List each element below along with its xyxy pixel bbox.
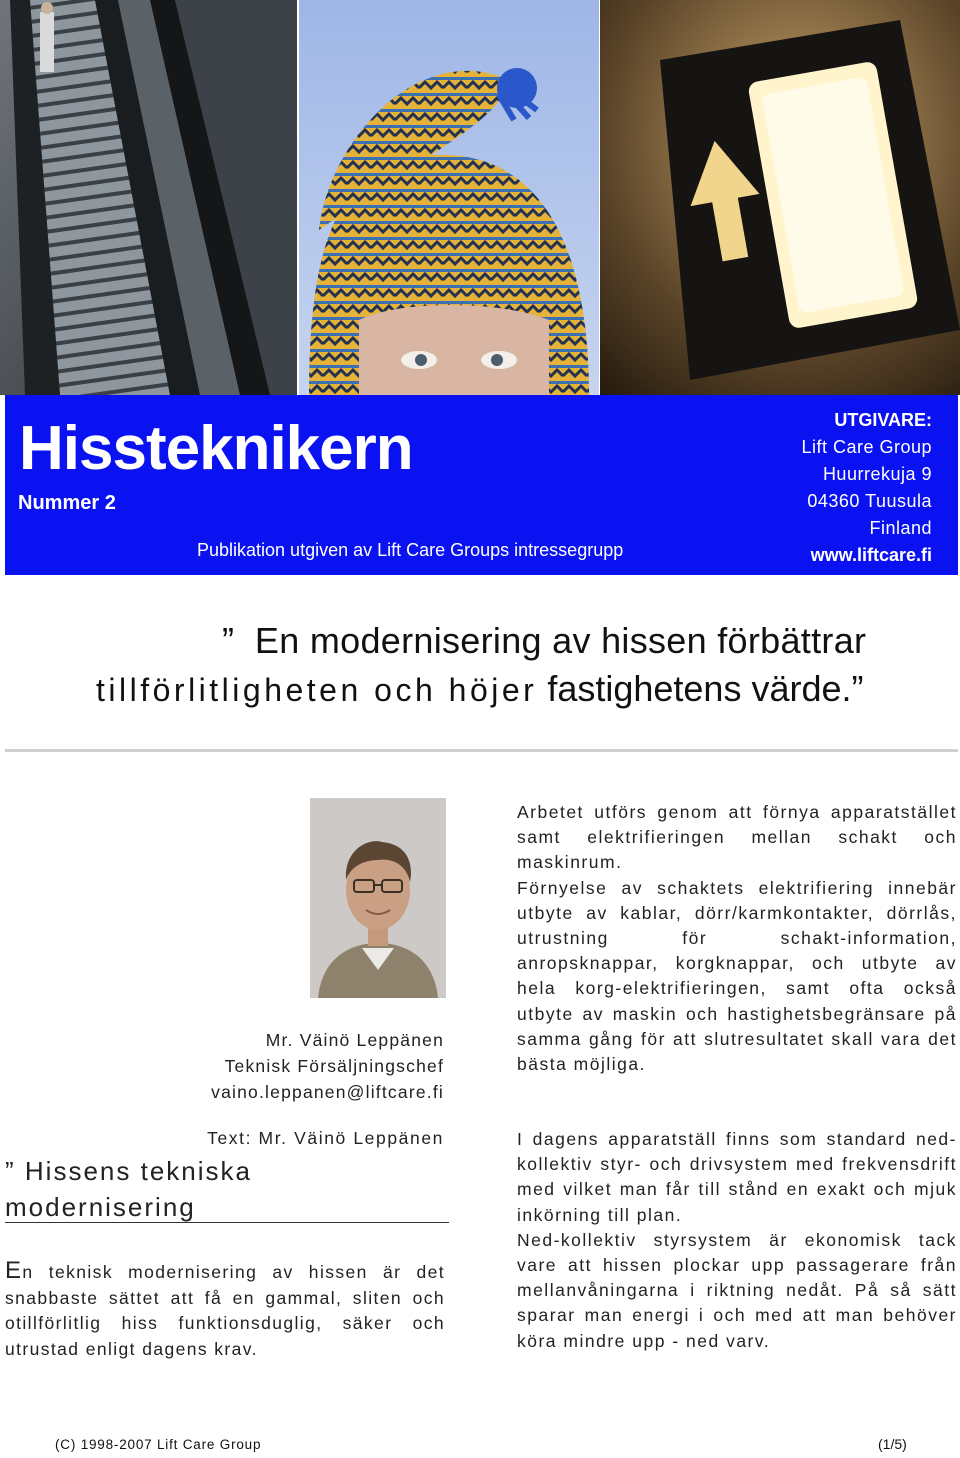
right-column-block-1 bbox=[517, 800, 957, 1077]
knitted-hat-photo bbox=[299, 0, 599, 395]
section-divider bbox=[5, 749, 958, 752]
lead-initial: E bbox=[5, 1257, 23, 1284]
author-email-link[interactable]: vaino.leppanen@liftcare.fi bbox=[211, 1082, 444, 1102]
author-name: Mr. Väinö Leppänen bbox=[265, 1030, 444, 1050]
body-paragraph: Arbetet utförs genom att förnya apparatstället samt elektrifieringen mellan schakt och maskinrum. bbox=[517, 802, 957, 873]
lead-paragraph bbox=[5, 1258, 445, 1362]
body-paragraph: Ned-kollektiv styrsystem är ekonomisk tack vare att hissen plockar upp passagerare från mellanvåningarna i riktning nedåt. På så sätt sparar man energi i och med att man behöver köra mindre upp - ned varv. bbox=[517, 1229, 957, 1351]
publisher-city: 04360 Tuusula bbox=[807, 491, 932, 511]
quote-close-mark: ” bbox=[851, 668, 864, 709]
quote-open-mark: ” bbox=[222, 620, 235, 661]
author-portrait-photo bbox=[310, 798, 446, 998]
escalator-photo bbox=[0, 0, 297, 395]
footer-page-number: (1/5) bbox=[878, 1436, 907, 1452]
heading-underline bbox=[5, 1222, 449, 1223]
author-role: Teknisk Försäljningschef bbox=[224, 1056, 444, 1076]
publisher-heading: UTGIVARE: bbox=[834, 410, 932, 430]
publisher-name: Lift Care Group bbox=[801, 437, 932, 457]
heading-quote-mark: ” bbox=[5, 1156, 16, 1186]
footer-copyright: (C) 1998-2007 Lift Care Group bbox=[55, 1437, 262, 1452]
tagline: Publikation utgiven av Lift Care Groups intressegrupp bbox=[197, 540, 624, 560]
pull-quote-line-2 bbox=[96, 668, 864, 710]
pull-quote-line-1 bbox=[222, 620, 866, 662]
publisher-block bbox=[801, 407, 932, 569]
elevator-up-button-photo bbox=[600, 0, 960, 395]
newsletter-title: Hissteknikern bbox=[19, 414, 413, 483]
masthead-banner bbox=[5, 395, 958, 575]
article-heading bbox=[5, 1153, 449, 1225]
lead-text: n teknisk modernisering av hissen är det snabbaste sättet att få en gammal, sliten och otillförlitlig hiss funktionsduglig, säker och utrustad enligt dagens krav. bbox=[5, 1262, 445, 1359]
author-caption bbox=[211, 1027, 444, 1105]
article-heading-text: Hissens tekniska modernisering bbox=[5, 1156, 252, 1222]
issue-number: Nummer 2 bbox=[18, 492, 116, 514]
body-paragraph: I dagens apparatställ finns som standard ned-kollektiv styr- och drivsystem med frekvensdrift med vilket man får till stånd en exakt och mjuk inkörning till plan. bbox=[517, 1129, 957, 1225]
quote-line-2-part-a: tillförlitligheten och höjer bbox=[96, 672, 538, 708]
body-paragraph: Förnyelse av schaktets elektrifiering innebär utbyte av kablar, dörr/karmkontakter, dörrlås, utrustning för schakt-information, anropsknappar, korgknappar, och utbyte av hela korg-elektrifieringen, samt ofta också utbyte av maskin och hastighetsbegränsare på samma gång för att slutresultatet skall vara det bästa möjliga. bbox=[517, 877, 957, 1075]
article-byline: Text: Mr. Väinö Leppänen bbox=[207, 1128, 444, 1148]
publisher-street: Huurrekuja 9 bbox=[822, 464, 932, 484]
quote-line-1-text: En modernisering av hissen förbättrar bbox=[254, 620, 867, 661]
right-column-block-2 bbox=[517, 1127, 957, 1354]
publisher-country: Finland bbox=[869, 518, 932, 538]
quote-line-2-part-b: fastighetens värde. bbox=[547, 668, 852, 709]
publisher-website-link[interactable]: www.liftcare.fi bbox=[810, 545, 932, 565]
